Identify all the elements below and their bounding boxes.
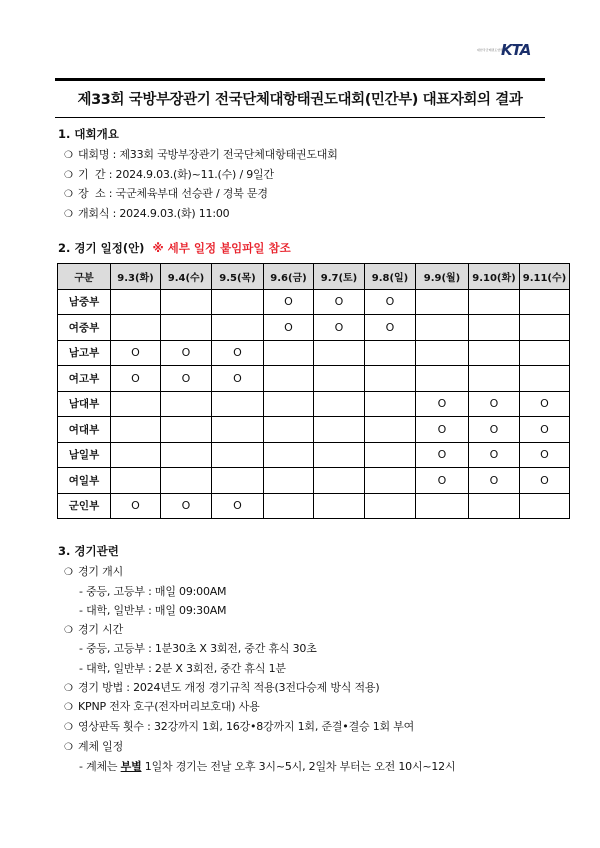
schedule-cell <box>212 442 264 468</box>
schedule-header-row <box>58 264 570 290</box>
column-header-date: 9.11(수) <box>520 264 570 290</box>
schedule-cell <box>314 442 365 468</box>
time-label: ❍ 경기 시간 <box>64 623 124 636</box>
schedule-cell: O <box>520 442 570 468</box>
schedule-cell <box>365 366 416 392</box>
schedule-cell: O <box>416 442 469 468</box>
column-header-date: 9.10(화) <box>469 264 520 290</box>
emphasis-by-division: 부별 <box>120 760 142 773</box>
schedule-cell <box>314 417 365 443</box>
schedule-cell <box>264 340 314 366</box>
schedule-cell: O <box>212 366 264 392</box>
schedule-cell <box>264 442 314 468</box>
table-row <box>58 315 570 341</box>
schedule-cell <box>314 366 365 392</box>
video-review: ❍ 영상판독 횟수 : 32강까지 1회, 16강•8강까지 1회, 준결•결승 1회 부여 <box>64 720 415 733</box>
table-row <box>58 366 570 392</box>
document-title: 제33회 국방부장관기 전국단체대항태권도대회(민간부) 대표자회의 결과 <box>77 92 523 108</box>
schedule-cell: O <box>469 417 520 443</box>
division-cell: 남대부 <box>58 391 111 417</box>
schedule-cell <box>365 493 416 519</box>
division-cell: 여일부 <box>58 468 111 494</box>
section1-heading: 1. 대회개요 <box>58 127 119 141</box>
division-cell: 군인부 <box>58 493 111 519</box>
schedule-table <box>57 263 570 519</box>
overview-item: ❍ 장 소 : 국군체육부대 선승관 / 경북 문경 <box>64 187 268 200</box>
schedule-cell: O <box>469 391 520 417</box>
schedule-cell: O <box>161 340 212 366</box>
schedule-cell: O <box>416 468 469 494</box>
title-top-rule <box>55 78 545 81</box>
column-header-date: 9.5(목) <box>212 264 264 290</box>
kta-logo <box>477 40 539 60</box>
schedule-cell <box>416 315 469 341</box>
division-cell: 여고부 <box>58 366 111 392</box>
schedule-cell <box>212 391 264 417</box>
column-header-date: 9.3(화) <box>111 264 161 290</box>
schedule-cell: O <box>469 468 520 494</box>
schedule-cell: O <box>520 391 570 417</box>
schedule-cell <box>161 417 212 443</box>
table-row <box>58 442 570 468</box>
column-header-date: 9.4(수) <box>161 264 212 290</box>
weigh-in-label: ❍ 계체 일정 <box>64 740 124 753</box>
division-cell: 여대부 <box>58 417 111 443</box>
schedule-cell: O <box>416 391 469 417</box>
schedule-cell <box>111 315 161 341</box>
schedule-cell: O <box>365 315 416 341</box>
table-row <box>58 340 570 366</box>
schedule-cell <box>469 493 520 519</box>
schedule-cell: O <box>469 442 520 468</box>
schedule-cell <box>416 493 469 519</box>
schedule-cell: O <box>161 493 212 519</box>
column-header-date: 9.6(금) <box>264 264 314 290</box>
time-college-general: - 대학, 일반부 : 2분 X 3회전, 중간 휴식 1분 <box>79 662 286 675</box>
schedule-cell: O <box>111 366 161 392</box>
schedule-cell: O <box>416 417 469 443</box>
schedule-cell <box>264 391 314 417</box>
schedule-cell <box>520 289 570 315</box>
schedule-cell <box>314 340 365 366</box>
schedule-cell <box>416 289 469 315</box>
schedule-cell <box>314 493 365 519</box>
column-header-date: 9.9(월) <box>416 264 469 290</box>
start-label: ❍ 경기 개시 <box>64 565 124 578</box>
attachment-note: ※ 세부 일정 붙임파일 참조 <box>152 241 291 255</box>
schedule-cell <box>111 442 161 468</box>
table-row <box>58 289 570 315</box>
schedule-cell <box>264 417 314 443</box>
schedule-cell <box>212 315 264 341</box>
schedule-cell <box>212 289 264 315</box>
schedule-cell <box>111 417 161 443</box>
schedule-cell: O <box>314 289 365 315</box>
schedule-cell: O <box>111 493 161 519</box>
schedule-cell: O <box>212 493 264 519</box>
schedule-cell <box>469 340 520 366</box>
schedule-cell <box>469 315 520 341</box>
column-header-division: 구분 <box>58 264 111 290</box>
column-header-date: 9.8(일) <box>365 264 416 290</box>
schedule-cell <box>416 366 469 392</box>
schedule-cell <box>365 468 416 494</box>
schedule-cell <box>520 366 570 392</box>
schedule-cell: O <box>111 340 161 366</box>
start-college-general: - 대학, 일반부 : 매일 09:30AM <box>79 604 227 617</box>
time-middle-high: - 중등, 고등부 : 1분30초 X 3회전, 중간 휴식 30초 <box>79 642 317 655</box>
schedule-cell <box>365 340 416 366</box>
table-row <box>58 417 570 443</box>
section2-heading: 2. 경기 일정(안) ※ 세부 일정 붙임파일 참조 <box>58 241 291 255</box>
schedule-cell <box>264 493 314 519</box>
schedule-cell <box>111 391 161 417</box>
title-bottom-rule <box>55 117 545 118</box>
match-method: ❍ 경기 방법 : 2024년도 개정 경기규칙 적용(3전다승제 방식 적용) <box>64 681 380 694</box>
start-middle-high: - 중등, 고등부 : 매일 09:00AM <box>79 585 227 598</box>
schedule-cell <box>111 468 161 494</box>
schedule-cell: O <box>520 417 570 443</box>
logo-org-text: 대한국군태권도연맹 <box>477 48 504 52</box>
division-cell: 남중부 <box>58 289 111 315</box>
schedule-cell <box>416 340 469 366</box>
kpnp-equipment: ❍ KPNP 전자 호구(전자머리보호대) 사용 <box>64 700 260 713</box>
schedule-cell: O <box>365 289 416 315</box>
schedule-cell <box>212 417 264 443</box>
schedule-cell <box>520 315 570 341</box>
schedule-cell <box>111 289 161 315</box>
schedule-cell <box>469 289 520 315</box>
schedule-cell <box>161 391 212 417</box>
schedule-cell <box>161 289 212 315</box>
overview-item: ❍ 대회명 : 제33회 국방부장관기 전국단체대항태권도대회 <box>64 148 338 161</box>
schedule-cell <box>161 315 212 341</box>
schedule-cell: O <box>520 468 570 494</box>
section3-heading: 3. 경기관련 <box>58 544 119 558</box>
schedule-cell <box>264 468 314 494</box>
table-row <box>58 493 570 519</box>
schedule-cell <box>365 417 416 443</box>
division-cell: 남일부 <box>58 442 111 468</box>
column-header-date: 9.7(토) <box>314 264 365 290</box>
schedule-cell <box>161 468 212 494</box>
schedule-cell: O <box>264 289 314 315</box>
overview-item: ❍ 개회식 : 2024.9.03.(화) 11:00 <box>64 207 230 220</box>
weigh-in-schedule: - 계체는 부별 1일차 경기는 전날 오후 3시~5시, 2일차 부터는 오전 10시~12시 <box>79 760 456 773</box>
overview-item: ❍ 기 간 : 2024.9.03.(화)~11.(수) / 9일간 <box>64 168 274 181</box>
schedule-cell <box>365 391 416 417</box>
schedule-cell <box>469 366 520 392</box>
division-cell: 여중부 <box>58 315 111 341</box>
schedule-cell: O <box>264 315 314 341</box>
schedule-cell: O <box>314 315 365 341</box>
logo-mark: KTA <box>501 41 531 59</box>
schedule-cell <box>520 340 570 366</box>
schedule-cell <box>314 468 365 494</box>
schedule-cell <box>365 442 416 468</box>
division-cell: 남고부 <box>58 340 111 366</box>
schedule-cell <box>520 493 570 519</box>
schedule-cell <box>314 391 365 417</box>
schedule-cell <box>161 442 212 468</box>
schedule-cell: O <box>161 366 212 392</box>
table-row <box>58 391 570 417</box>
schedule-cell <box>212 468 264 494</box>
schedule-cell <box>264 366 314 392</box>
table-row <box>58 468 570 494</box>
schedule-cell: O <box>212 340 264 366</box>
